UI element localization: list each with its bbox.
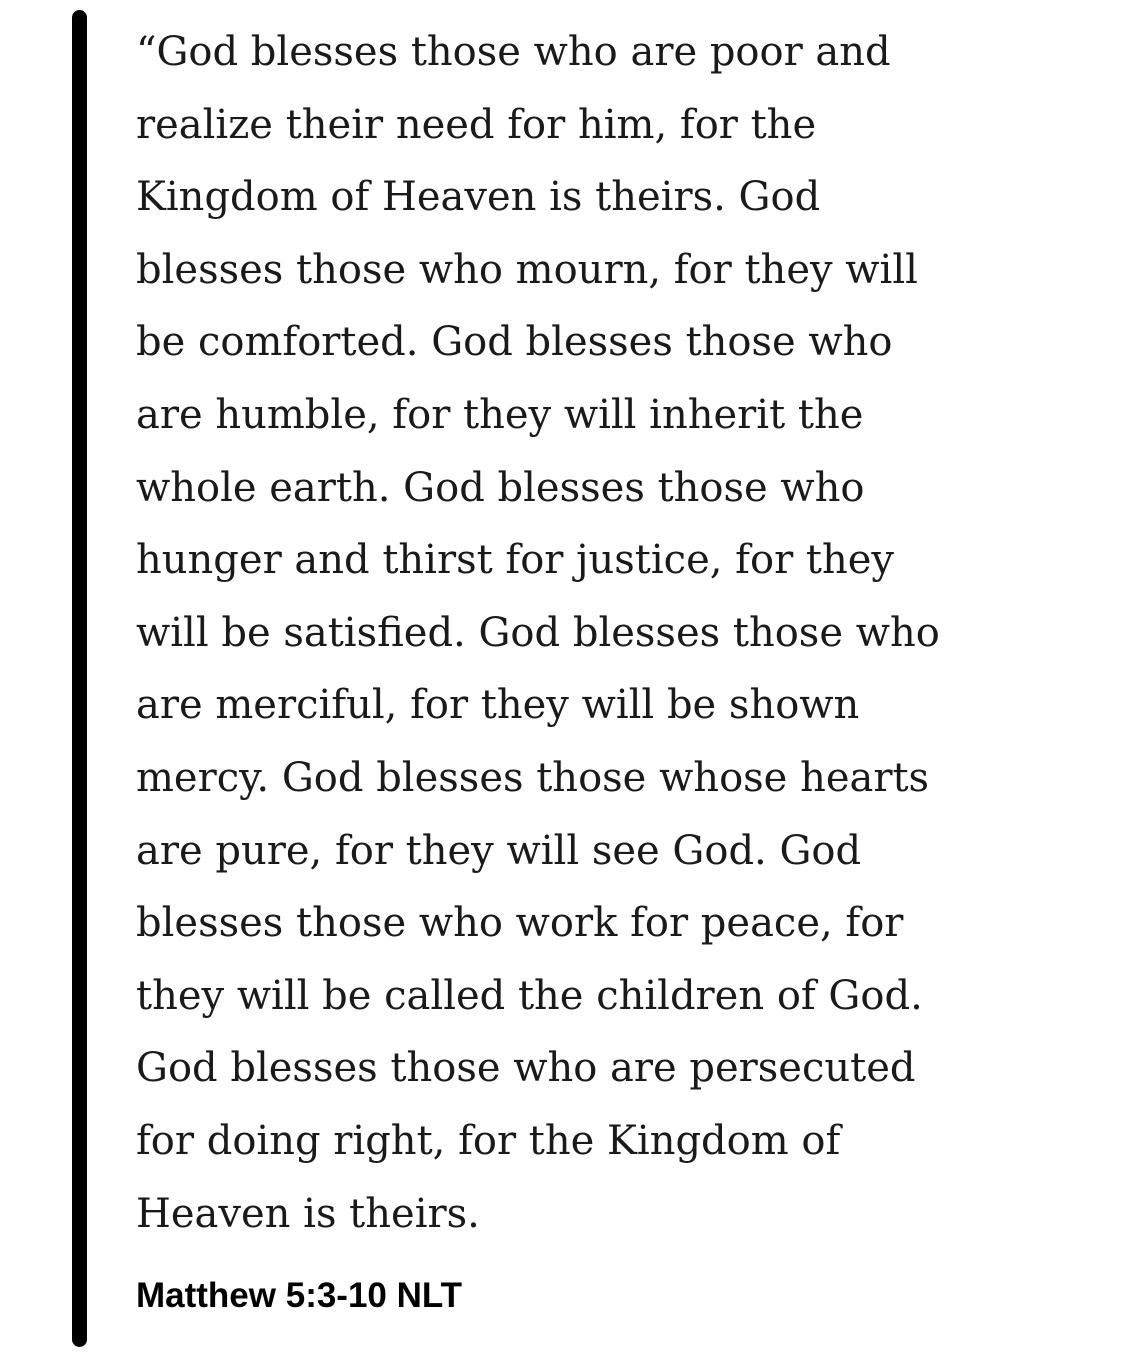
quote-line: mercy. God blesses those whose hearts [136,754,930,801]
quote-accent-bar [72,10,87,1347]
quote-line: they will be called the children of God. [136,972,923,1019]
quote-line: blesses those who work for peace, for [136,900,904,947]
quote-line: for doing right, for the Kingdom of [136,1117,841,1164]
quote-line: will be satisfied. God blesses those who [136,609,940,656]
quote-line: be comforted. God blesses those who [136,319,893,366]
quote-line: whole earth. God blesses those who [136,464,865,511]
quote-line: realize their need for him, for the [136,101,817,148]
quote-line: hunger and thirst for justice, for they [136,537,895,584]
scripture-citation: Matthew 5:3-10 NLT [136,1276,463,1315]
quote-line: God blesses those who are persecuted [136,1045,916,1092]
quote-line: “God blesses those who are poor and [136,29,891,75]
quote-line: Kingdom of Heaven is theirs. God [136,174,821,221]
quote-line: are merciful, for they will be shown [136,682,860,729]
quote-line: are humble, for they will inherit the [136,391,864,438]
quote-line: Heaven is theirs. [136,1190,480,1237]
quote-line: are pure, for they will see God. God [136,827,862,874]
quote-text [136,16,1086,1250]
quote-line: blesses those who mourn, for they will [136,246,918,293]
